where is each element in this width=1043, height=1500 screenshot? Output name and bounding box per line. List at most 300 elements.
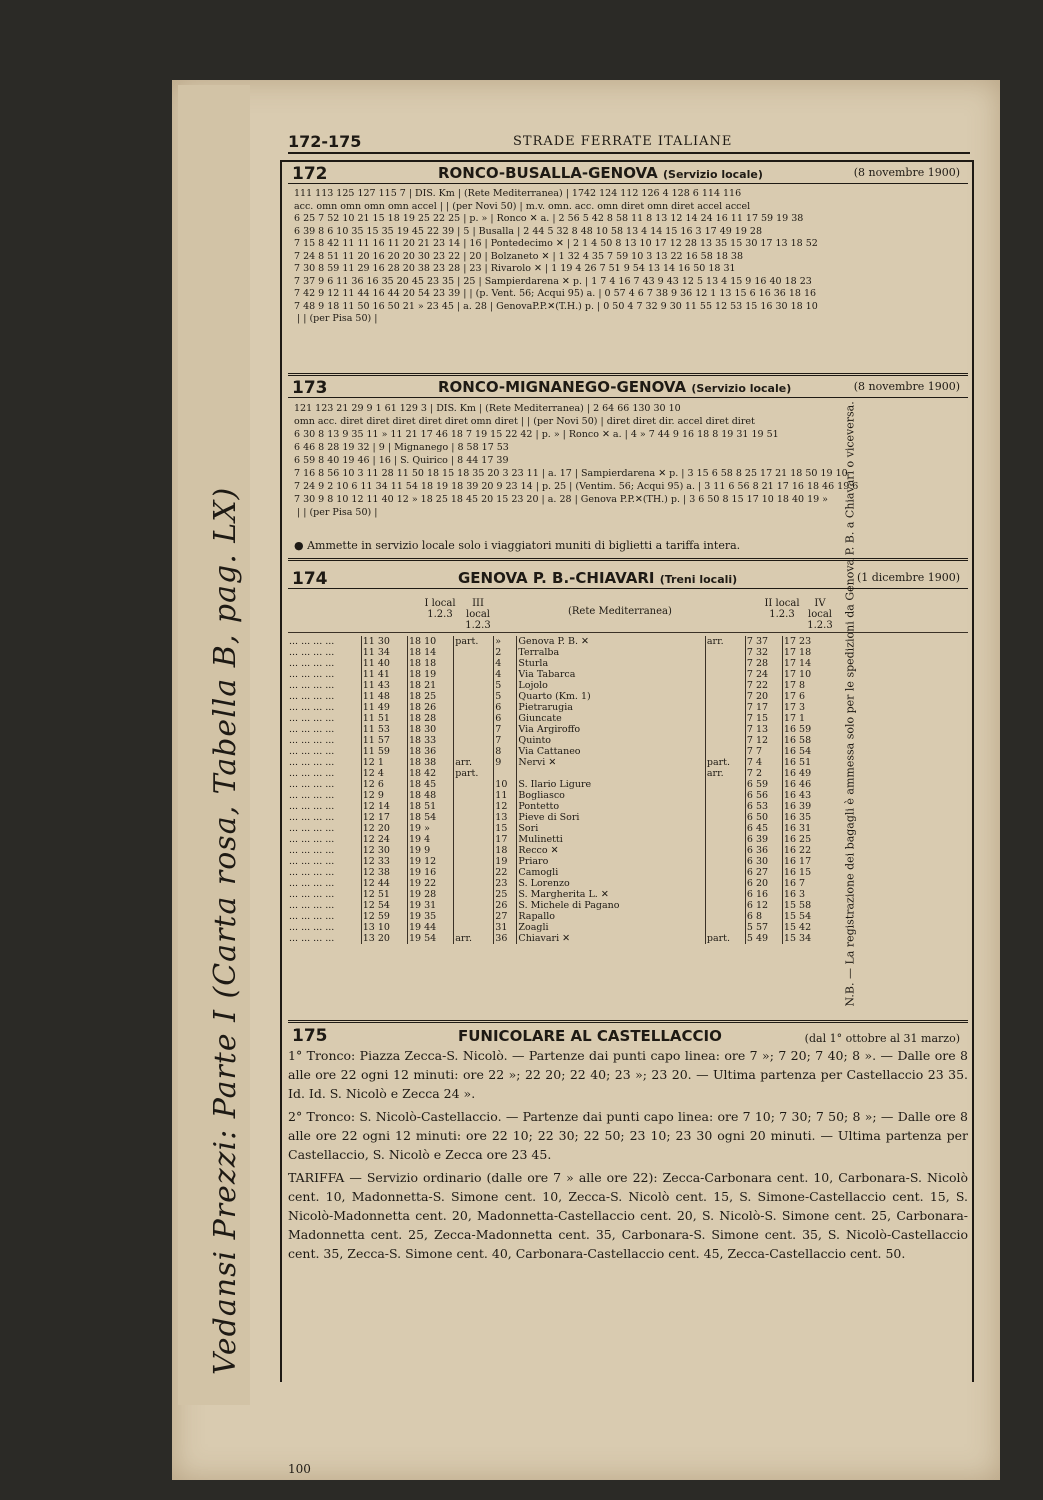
table-cell: 19 31: [408, 900, 454, 911]
station-name: Pieve di Sori: [517, 812, 705, 823]
table-cell: 31: [494, 922, 517, 933]
filler-dots: ... ... ... ...: [288, 878, 361, 889]
station-name: S. Lorenzo: [517, 878, 705, 889]
station-name: Rapallo: [517, 911, 705, 922]
table-cell: 2: [494, 647, 517, 658]
table-row: [288, 757, 828, 768]
table-row: [288, 768, 828, 779]
station-name: Bogliasco: [517, 790, 705, 801]
station-name: Sturla: [517, 658, 705, 669]
filler-dots: ... ... ... ...: [288, 768, 361, 779]
table-row: [288, 691, 828, 702]
table-cell: 6 36: [745, 845, 782, 856]
table-cell: 12 38: [361, 867, 407, 878]
station-name: Via Argiroffo: [517, 724, 705, 735]
filler-dots: ... ... ... ...: [288, 856, 361, 867]
table-cell: 6 12: [745, 900, 782, 911]
table-cell: 16 25: [783, 834, 812, 845]
timetable-row: 7 42 9 12 11 44 16 44 20 54 23 39 | | (p. Vent. 56; Acqui 95) a. | 0 57 4 6 7 38 9 36 12 1 13 15 6 16 36 18 16: [294, 288, 817, 299]
section-number: 174: [292, 569, 328, 589]
table-row: [288, 801, 828, 812]
filler-dots: ... ... ... ...: [288, 867, 361, 878]
table-cell: 12 20: [361, 823, 407, 834]
table-cell: [454, 856, 494, 867]
table-cell: 16 39: [783, 801, 812, 812]
table-cell: 9: [494, 757, 517, 768]
table-cell: [705, 922, 745, 933]
table-cell: 18 45: [408, 779, 454, 790]
section-header: [288, 1026, 968, 1046]
table-cell: [705, 779, 745, 790]
filler-dots: ... ... ... ...: [288, 779, 361, 790]
tariff: TARIFFA — Servizio ordinario (dalle ore 7 » alle ore 22): Zecca-Carbonara cent. 10, Carbonara-S. Nicolò cent. 10, Madonnetta-S. Simone cent. 10, Zecca-S. Nicolò cent. 15, S. Simone-Castellaccio cent. 15, S. Nicolò-Madonnetta cent. 20, Madonnetta-Castellaccio cent. 20, S. Nicolò-S. Simone cent. 25, Carbonara-Madonnetta cent. 25, Zecca-Madonnetta cent. 35, Carbonara-S. Simone cent. 35, S. Nicolò-Castellaccio cent. 35, Zecca-S. Simone cent. 40, Carbonara-Castellaccio cent. 45, Zecca-Castellaccio cent. 50.: [288, 1170, 968, 1261]
header-rule: [288, 152, 970, 154]
filler-dots: ... ... ... ...: [288, 757, 361, 768]
timetable-row: 6 46 8 28 19 32 | 9 | Mignanego | 8 58 17 53: [294, 442, 509, 453]
timetable-row: 7 30 8 59 11 29 16 28 20 38 23 28 | 23 | Rivarolo ✕ | 1 19 4 26 7 51 9 54 13 14 16 50 18 31: [294, 263, 736, 274]
table-row: [288, 790, 828, 801]
table-cell: 17 1: [783, 713, 806, 724]
table-cell: 11 49: [361, 702, 407, 713]
table-cell: 7 22: [745, 680, 782, 691]
table-cell: [454, 801, 494, 812]
table-cell: [705, 735, 745, 746]
station-name: Genova P. B. ✕: [517, 636, 705, 647]
table-cell: 15 58: [783, 900, 812, 911]
table-cell: 11 43: [361, 680, 407, 691]
table-row: [288, 834, 828, 845]
section-172: [288, 163, 968, 330]
table-cell: 18 18: [408, 658, 454, 669]
train-head-ii: II local 1.2.3: [764, 598, 800, 620]
table-cell: part.: [454, 636, 494, 647]
service-type: (Servizio locale): [691, 382, 792, 395]
table-cell: 6: [494, 702, 517, 713]
table-cell: [454, 691, 494, 702]
table-cell: [705, 647, 745, 658]
table-cell: [454, 702, 494, 713]
table-cell: 18 28: [408, 713, 454, 724]
table-cell: [705, 856, 745, 867]
table-cell: [454, 724, 494, 735]
table-cell: 17 18: [783, 647, 812, 658]
timetable-head: [288, 592, 968, 633]
side-margin: [178, 85, 250, 1405]
table-cell: 8: [494, 746, 517, 757]
table-cell: 11 51: [361, 713, 407, 724]
table-cell: [705, 691, 745, 702]
table-cell: [454, 735, 494, 746]
timetable-row: 7 37 9 6 11 36 16 35 20 45 23 35 | 25 | Sampierdarena ✕ p. | 1 7 4 16 7 43 9 43 12 5 13 4 15 9 16 40 18 23: [294, 275, 812, 287]
station-name: S. Ilario Ligure: [517, 779, 705, 790]
table-row: [288, 911, 828, 922]
table-cell: 16 35: [783, 812, 812, 823]
timetable-row: 7 24 9 2 10 6 11 34 11 54 18 19 18 39 20 9 23 14 | p. 25 | (Ventim. 56; Acqui 95) a. | 3 11 6 56 8 21 17 16 18 46 19 6: [294, 481, 859, 492]
table-cell: 6 59: [745, 779, 782, 790]
station-name: S. Michele di Pagano: [517, 900, 705, 911]
filler-dots: ... ... ... ...: [288, 702, 361, 713]
table-cell: 12 6: [361, 779, 407, 790]
table-cell: 16 3: [783, 889, 806, 900]
table-cell: 12 24: [361, 834, 407, 845]
station-name: S. Margherita L. ✕: [517, 889, 705, 900]
table-cell: »: [494, 636, 517, 647]
table-cell: 12 44: [361, 878, 407, 889]
table-cell: 12 17: [361, 812, 407, 823]
table-cell: 13 10: [361, 922, 407, 933]
table-cell: 6 16: [745, 889, 782, 900]
table-cell: 16 17: [783, 856, 812, 867]
table-row: [288, 658, 828, 669]
table-cell: 18 30: [408, 724, 454, 735]
table-cell: 18 54: [408, 812, 454, 823]
table-cell: 18 38: [408, 757, 454, 768]
table-cell: 16 51: [783, 757, 812, 768]
timetable-row: 111 113 125 127 115 7 | DIS. Km | (Rete Mediterranea) | 1742 124 112 126 4 128 6 114 116: [294, 188, 742, 199]
table-cell: 16 43: [783, 790, 812, 801]
table-cell: arr.: [705, 636, 745, 647]
filler-dots: ... ... ... ...: [288, 636, 361, 647]
table-cell: 16 54: [783, 746, 812, 757]
line-title: RONCO-BUSALLA-GENOVA: [438, 164, 658, 182]
train-head-i: I local 1.2.3: [424, 598, 456, 620]
station-name: Sori: [517, 823, 705, 834]
filler-dots: ... ... ... ...: [288, 691, 361, 702]
table-cell: arr.: [454, 757, 494, 768]
table-cell: 12 30: [361, 845, 407, 856]
table-cell: 7 32: [745, 647, 782, 658]
page-header: [288, 132, 963, 151]
table-cell: 7 4: [745, 757, 782, 768]
table-cell: 5 57: [745, 922, 782, 933]
footnote: ● Ammette in servizio locale solo i viaggiatori muniti di biglietti a tariffa intera.: [294, 539, 741, 552]
table-cell: 18 42: [408, 768, 454, 779]
filler-dots: ... ... ... ...: [288, 790, 361, 801]
filler-dots: ... ... ... ...: [288, 647, 361, 658]
table-cell: [454, 867, 494, 878]
table-cell: 19 28: [408, 889, 454, 900]
table-cell: 13: [494, 812, 517, 823]
table-cell: [705, 845, 745, 856]
table-cell: 18 26: [408, 702, 454, 713]
table-cell: 5: [494, 680, 517, 691]
table-cell: 12 4: [361, 768, 407, 779]
line-title: FUNICOLARE AL CASTELLACCIO: [458, 1027, 722, 1045]
tronco-2: 2° Tronco: S. Nicolò-Castellaccio. — Partenze dai punti capo linea: ore 7 10; 7 30; 7 50; 8 »; — Dalle ore 8 alle ore 22 ogni 12 minuti: ore 22 10; 22 30; 22 50; 23 10; 23 30 ogni 20 minuti. — Ultima partenza per Castellaccio, S. Nicolò e Zecca ore 23 45.: [288, 1109, 968, 1162]
table-cell: 11 57: [361, 735, 407, 746]
table-cell: 6 20: [745, 878, 782, 889]
timetable-row: 7 48 9 18 11 50 16 50 21 » 23 45 | a. 28 | GenovaP.P.✕(T.H.) p. | 0 50 4 7 32 9 30 11 55 12 53 15 16 30 18 10: [294, 300, 818, 312]
table-cell: [454, 922, 494, 933]
table-cell: 15 54: [783, 911, 812, 922]
table-cell: 19 12: [408, 856, 454, 867]
table-cell: [454, 669, 494, 680]
table-cell: [705, 812, 745, 823]
table-cell: 15 42: [783, 922, 812, 933]
effective-date: (dal 1° ottobre al 31 marzo): [804, 1032, 960, 1045]
table-cell: 15: [494, 823, 517, 834]
table-cell: [705, 669, 745, 680]
table-row: [288, 845, 828, 856]
table-cell: 15 34: [783, 933, 812, 944]
table-cell: 10: [494, 779, 517, 790]
filler-dots: ... ... ... ...: [288, 658, 361, 669]
table-cell: 12 54: [361, 900, 407, 911]
table-cell: 6: [494, 713, 517, 724]
table-row: [288, 823, 828, 834]
train-head-iii: III local 1.2.3: [465, 598, 491, 631]
section-rule: [288, 558, 968, 561]
section-header: [288, 568, 968, 589]
table-cell: 19 9: [408, 845, 454, 856]
station-name: Recco ✕: [517, 845, 705, 856]
table-cell: [454, 680, 494, 691]
table-cell: 18 21: [408, 680, 454, 691]
table-cell: 12 59: [361, 911, 407, 922]
filler-dots: ... ... ... ...: [288, 669, 361, 680]
table-cell: 6 50: [745, 812, 782, 823]
page-number: 100: [288, 1462, 311, 1476]
table-cell: 13 20: [361, 933, 407, 944]
station-name: Terralba: [517, 647, 705, 658]
table-cell: arr.: [705, 768, 745, 779]
table-cell: [454, 823, 494, 834]
table-cell: 18 48: [408, 790, 454, 801]
tronco-1: 1° Tronco: Piazza Zecca-S. Nicolò. — Partenze dai punti capo linea: ore 7 »; 7 20; 7 40; 8 ». — Dalle ore 8 alle ore 22 ogni 12 minuti: ore 22 »; 22 20; 22 40; 23 »; 23 20. — Ultima partenza per Castellaccio 23 35. Id. Id. S. Nicolò e Zecca 24 ».: [288, 1048, 968, 1101]
table-cell: 17 14: [783, 658, 812, 669]
station-name: Priaro: [517, 856, 705, 867]
station-name: Giuncate: [517, 713, 705, 724]
table-cell: part.: [705, 933, 745, 944]
table-row: [288, 724, 828, 735]
table-cell: [705, 889, 745, 900]
table-row: [288, 922, 828, 933]
table-cell: 7 20: [745, 691, 782, 702]
network-label: (Rete Mediterranea): [568, 606, 672, 617]
table-cell: 6 39: [745, 834, 782, 845]
table-cell: 7 13: [745, 724, 782, 735]
table-row: [288, 647, 828, 658]
table-cell: [454, 812, 494, 823]
table-cell: [705, 746, 745, 757]
table-cell: 19: [494, 856, 517, 867]
timetable-row: | | (per Pisa 50) |: [294, 313, 381, 324]
table-cell: [454, 845, 494, 856]
table-cell: [454, 779, 494, 790]
section-rule: [288, 373, 968, 376]
table-cell: 11 34: [361, 647, 407, 658]
section-number: 172: [292, 164, 328, 184]
table-cell: [705, 867, 745, 878]
table-cell: [454, 889, 494, 900]
table-cell: 18 25: [408, 691, 454, 702]
table-cell: [705, 911, 745, 922]
table-cell: 16 31: [783, 823, 812, 834]
line-name: [458, 569, 737, 587]
table-cell: 6 56: [745, 790, 782, 801]
table-cell: [705, 900, 745, 911]
timetable-row: 6 59 8 40 19 46 | 16 | S. Quirico | 8 44 17 39: [294, 455, 509, 466]
table-cell: 6 30: [745, 856, 782, 867]
station-name: Mulinetti: [517, 834, 705, 845]
table-cell: 23: [494, 878, 517, 889]
table-cell: 17 10: [783, 669, 812, 680]
table-row: [288, 735, 828, 746]
table-cell: 19 16: [408, 867, 454, 878]
table-cell: 7 24: [745, 669, 782, 680]
table-cell: 17 6: [783, 691, 806, 702]
table-cell: [454, 658, 494, 669]
filler-dots: ... ... ... ...: [288, 922, 361, 933]
table-cell: 18 51: [408, 801, 454, 812]
table-cell: 16 49: [783, 768, 812, 779]
page-range: 172-175: [288, 132, 362, 151]
effective-date: (1 dicembre 1900): [856, 571, 960, 584]
table-cell: [454, 647, 494, 658]
filler-dots: ... ... ... ...: [288, 933, 361, 944]
table-cell: [705, 724, 745, 735]
station-name: Quinto: [517, 735, 705, 746]
page-title: STRADE FERRATE ITALIANE: [513, 134, 733, 149]
section-173: [288, 377, 968, 552]
vertical-note: [830, 401, 870, 1020]
filler-dots: ... ... ... ...: [288, 713, 361, 724]
table-cell: 12 1: [361, 757, 407, 768]
table-cell: 25: [494, 889, 517, 900]
table-cell: 7 12: [745, 735, 782, 746]
table-cell: 18 19: [408, 669, 454, 680]
table-cell: 7 15: [745, 713, 782, 724]
timetable-row: 121 123 21 29 9 1 61 129 3 | DIS. Km | (Rete Mediterranea) | 2 64 66 130 30 10: [294, 403, 681, 414]
table-cell: 19 35: [408, 911, 454, 922]
table-cell: 11: [494, 790, 517, 801]
table-row: [288, 933, 828, 944]
section-header: [288, 163, 968, 184]
table-cell: [454, 834, 494, 845]
table-cell: 12: [494, 801, 517, 812]
table-row: [288, 900, 828, 911]
table-cell: 18: [494, 845, 517, 856]
station-name: Lojolo: [517, 680, 705, 691]
line-name: [438, 164, 763, 182]
filler-dots: ... ... ... ...: [288, 812, 361, 823]
timetable-row: 6 25 7 52 10 21 15 18 19 25 22 25 | p. » | Ronco ✕ a. | 2 56 5 42 8 58 11 8 13 12 14 24 16 11 17 59 19 38: [294, 213, 804, 224]
table-cell: 36: [494, 933, 517, 944]
table-cell: 19 44: [408, 922, 454, 933]
table-cell: 16 46: [783, 779, 812, 790]
table-row: [288, 702, 828, 713]
table-cell: 7: [494, 735, 517, 746]
section-number: 175: [292, 1026, 328, 1046]
filler-dots: ... ... ... ...: [288, 911, 361, 922]
table-cell: 19 54: [408, 933, 454, 944]
table-cell: 26: [494, 900, 517, 911]
table-cell: 6 27: [745, 867, 782, 878]
timetable-174: [288, 636, 828, 944]
table-cell: [454, 911, 494, 922]
timetable-row: 7 16 8 56 10 3 11 28 11 50 18 15 18 35 20 3 23 11 | a. 17 | Sampierdarena ✕ p. | 3 15 6 58 8 25 17 21 18 50 19 10: [294, 468, 848, 479]
table-cell: 12 33: [361, 856, 407, 867]
table-cell: 18 10: [408, 636, 454, 647]
table-cell: 12 9: [361, 790, 407, 801]
table-cell: 16 7: [783, 878, 806, 889]
table-cell: 19 »: [408, 823, 454, 834]
table-cell: 16 22: [783, 845, 812, 856]
table-row: [288, 746, 828, 757]
station-name: Pontetto: [517, 801, 705, 812]
side-note: Vedansi Prezzi: Parte I (Carta rosa, Tabella B, pag. LX): [208, 486, 243, 1375]
station-name: Camogli: [517, 867, 705, 878]
filler-dots: ... ... ... ...: [288, 746, 361, 757]
section-header: [288, 377, 968, 398]
filler-dots: ... ... ... ...: [288, 823, 361, 834]
table-row: [288, 889, 828, 900]
table-cell: [454, 900, 494, 911]
line-title: GENOVA P. B.-CHIAVARI: [458, 569, 655, 587]
table-cell: 19 4: [408, 834, 454, 845]
section-number: 173: [292, 378, 328, 398]
train-head-iv: IV local 1.2.3: [807, 598, 833, 631]
vertical-note-text: N.B. — La registrazione dei bagagli è ammessa solo per le spedizioni da Genova P. B. a Chiavari o viceversa.: [843, 401, 857, 1007]
effective-date: (8 novembre 1900): [853, 166, 960, 179]
effective-date: (8 novembre 1900): [853, 380, 960, 393]
table-cell: 11 59: [361, 746, 407, 757]
table-cell: [705, 823, 745, 834]
table-cell: 6 45: [745, 823, 782, 834]
table-cell: 18 33: [408, 735, 454, 746]
filler-dots: ... ... ... ...: [288, 724, 361, 735]
table-cell: 7 28: [745, 658, 782, 669]
filler-dots: ... ... ... ...: [288, 801, 361, 812]
timetable-173: [288, 398, 968, 523]
filler-dots: ... ... ... ...: [288, 834, 361, 845]
line-title: RONCO-MIGNANEGO-GENOVA: [438, 378, 687, 396]
table-row: [288, 856, 828, 867]
table-cell: 18 36: [408, 746, 454, 757]
table-cell: 12 14: [361, 801, 407, 812]
table-cell: 7 37: [745, 636, 782, 647]
table-cell: 16 59: [783, 724, 812, 735]
table-row: [288, 867, 828, 878]
service-type: (Servizio locale): [663, 168, 763, 181]
table-row: [288, 680, 828, 691]
table-row: [288, 812, 828, 823]
table-cell: [705, 658, 745, 669]
table-cell: 4: [494, 669, 517, 680]
filler-dots: ... ... ... ...: [288, 680, 361, 691]
table-cell: [705, 878, 745, 889]
timetable-row: omn acc. diret diret diret diret diret omn diret | | (per Novi 50) | diret diret dir. accel diret diret: [294, 416, 755, 427]
table-row: [288, 713, 828, 724]
table-cell: 6 8: [745, 911, 782, 922]
table-cell: [494, 768, 517, 779]
table-cell: 17 8: [783, 680, 806, 691]
service-type: (Treni locali): [659, 573, 738, 586]
table-cell: 18 14: [408, 647, 454, 658]
table-row: [288, 669, 828, 680]
table-cell: 27: [494, 911, 517, 922]
table-cell: 17: [494, 834, 517, 845]
section-175: [288, 1026, 968, 1267]
table-cell: [705, 834, 745, 845]
station-name: [517, 768, 705, 779]
table-cell: 17 3: [783, 702, 806, 713]
table-cell: 11 41: [361, 669, 407, 680]
timetable-row: 7 30 9 8 10 12 11 40 12 » 18 25 18 45 20 15 23 20 | a. 28 | Genova P.P.✕(TH.) p. | 3 6 50 8 15 17 10 18 40 19 »: [294, 494, 828, 505]
table-cell: 7 2: [745, 768, 782, 779]
station-name: Via Tabarca: [517, 669, 705, 680]
section-rule: [288, 1020, 968, 1023]
